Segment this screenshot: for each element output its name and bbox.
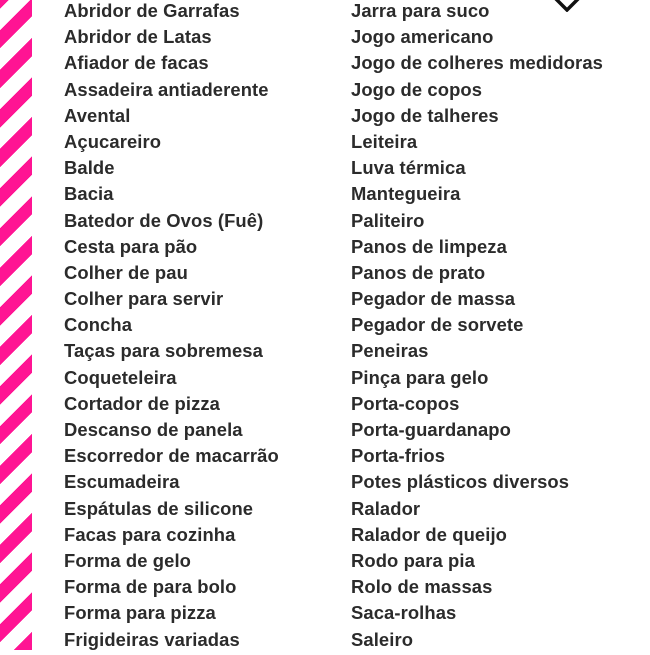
list-item: Jogo americano: [351, 26, 494, 48]
list-item: Ralador: [351, 497, 421, 519]
list-item: Abridor de Garrafas: [64, 0, 240, 21]
left-column-list: [64, 0, 279, 655]
list-item: Facas para cozinha: [64, 523, 236, 545]
list-item: Balde: [64, 157, 115, 179]
list-item: Panos de limpeza: [351, 235, 507, 257]
list-item: Pegador de sorvete: [351, 314, 524, 336]
list-item: Porta-guardanapo: [351, 419, 511, 440]
list-item: Frigideiras variadas: [64, 628, 240, 650]
list-item: Paliteiro: [351, 209, 425, 231]
list-item: Pegador de massa: [351, 288, 516, 310]
list-item: Rolo de massas: [351, 576, 493, 598]
list-item: Mantegueira: [351, 183, 461, 205]
list-item: Cortador de pizza: [64, 392, 220, 414]
list-item: Colher para servir: [64, 288, 224, 310]
list-item: Espátulas de silicone: [64, 497, 254, 519]
list-item: Coqueteleira: [64, 366, 177, 388]
list-item: Forma de gelo: [64, 549, 191, 571]
list-item: Cesta para pão: [64, 235, 198, 257]
list-item: Assadeira antiaderente: [64, 78, 269, 100]
list-item: Descanso de panela: [64, 419, 243, 440]
list-item: Luva térmica: [351, 157, 466, 179]
list-item: Jogo de colheres medidoras: [351, 52, 603, 74]
list-item: Afiador de facas: [64, 52, 209, 74]
list-item: Abridor de Latas: [64, 26, 212, 48]
list-item: Panos de prato: [351, 261, 486, 283]
list-item: Pinça para gelo: [351, 366, 489, 388]
list-item: Forma de para bolo: [64, 576, 237, 598]
list-item: Rodo para pia: [351, 549, 475, 571]
list-item: Porta-copos: [351, 392, 460, 414]
list-item: Saca-rolhas: [351, 602, 457, 624]
list-item: Escumadeira: [64, 471, 180, 493]
list-item: Forma para pizza: [64, 602, 216, 624]
list-item: Ralador de queijo: [351, 523, 507, 545]
list-item: Jogo de talheres: [351, 104, 499, 126]
list-item: Porta-frios: [351, 445, 446, 467]
list-item: Taças para sobremesa: [64, 340, 263, 362]
list-item: Potes plásticos diversos: [351, 471, 570, 493]
stripe-band: [0, 0, 32, 650]
list-item: Peneiras: [351, 340, 429, 362]
list-item: Bacia: [64, 183, 114, 205]
list-item: Saleiro: [351, 628, 414, 650]
list-item: Açucareiro: [64, 130, 162, 152]
list-item: Jogo de copos: [351, 78, 483, 100]
list-item: Escorredor de macarrão: [64, 445, 279, 467]
list-item: Colher de pau: [64, 261, 188, 283]
list-item: Batedor de Ovos (Fuê): [64, 209, 264, 231]
list-item: Concha: [64, 314, 133, 336]
list-item: Avental: [64, 104, 131, 126]
list-item: Leiteira: [351, 130, 418, 152]
right-column-list: [351, 0, 603, 655]
list-item: Jarra para suco: [351, 0, 490, 21]
